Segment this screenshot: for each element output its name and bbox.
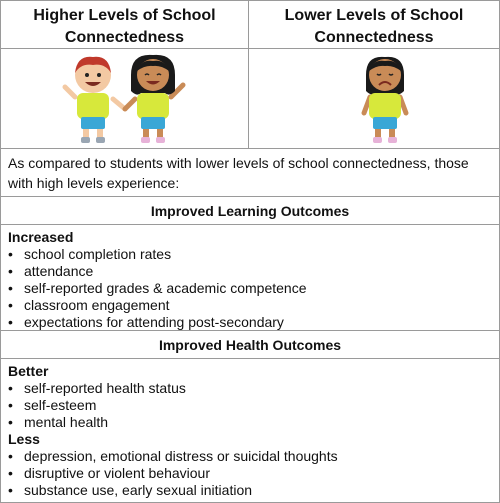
list-item: • self-reported grades & academic competence (8, 280, 493, 297)
less-heading: Less (8, 431, 40, 447)
sad-child-illustration (350, 53, 420, 149)
better-heading: Better (8, 363, 49, 379)
lower-illustration-cell (250, 49, 498, 148)
better-list (8, 380, 493, 431)
health-title-row (1, 331, 499, 359)
higher-illustration-cell (1, 49, 249, 148)
list-item: • school completion rates (8, 246, 493, 263)
list-item: • self-reported health status (8, 380, 493, 397)
list-item: • substance use, early sexual initiation (8, 482, 493, 499)
list-item: • disruptive or violent behaviour (8, 465, 493, 482)
boy-figure (65, 57, 125, 143)
intro-text: As compared to students with lower levels of school connectedness, those with high levels experience: (8, 155, 469, 191)
health-list-block (1, 359, 499, 499)
lower-header: Lower Levels of School Connectedness (284, 7, 464, 46)
learning-title-row (1, 197, 499, 225)
higher-header-cell (1, 1, 249, 48)
header-row (1, 1, 499, 49)
higher-header: Higher Levels of School Connectedness (33, 7, 216, 46)
list-item: • depression, emotional distress or suicidal thoughts (8, 448, 493, 465)
health-list-row (1, 359, 499, 502)
list-item: • classroom engagement (8, 297, 493, 314)
intro-row (1, 149, 499, 197)
learning-list-block (1, 225, 499, 331)
list-item: • self-esteem (8, 397, 493, 414)
girl-figure (125, 55, 183, 143)
list-item: • attendance (8, 263, 493, 280)
learning-list-row (1, 225, 499, 331)
illustration-row (1, 49, 499, 149)
list-item: • expectations for attending post-secondary (8, 314, 493, 331)
list-item: • mental health (8, 414, 493, 431)
lower-header-cell (250, 1, 498, 48)
increased-heading: Increased (8, 229, 74, 245)
happy-children-illustration (61, 53, 201, 149)
less-list (8, 448, 493, 499)
health-outcomes-title: Improved Health Outcomes (158, 337, 342, 353)
increased-list (8, 246, 493, 331)
learning-outcomes-title: Improved Learning Outcomes (150, 203, 350, 219)
